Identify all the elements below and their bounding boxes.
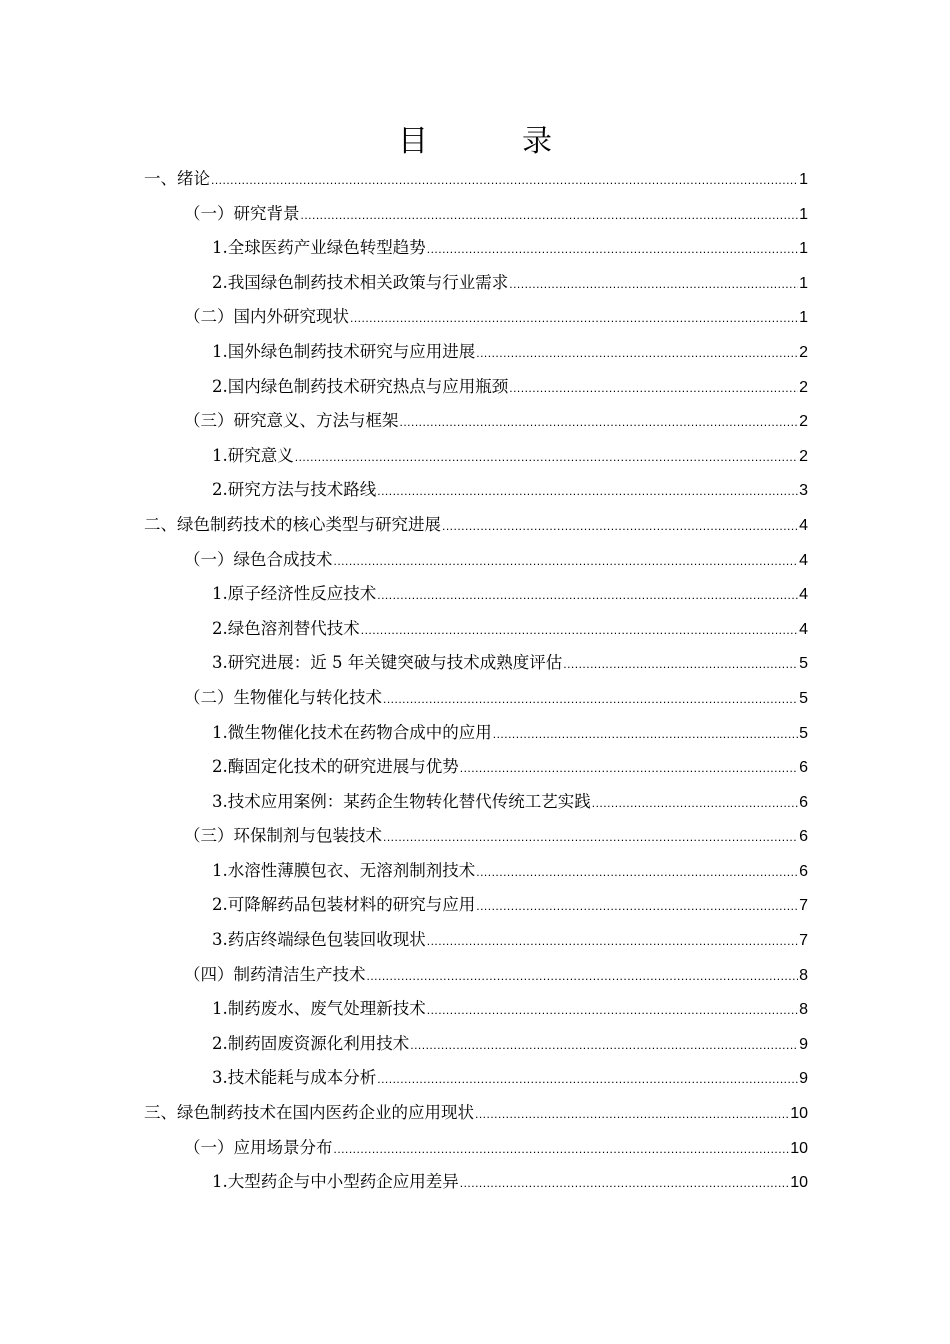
toc-entry-label: 1.原子经济性反应技术 (212, 584, 377, 604)
toc-entry-label: （三）环保制剂与包装技术 (184, 826, 382, 846)
toc-entry-label: 二、绿色制药技术的核心类型与研究进展 (144, 514, 441, 534)
toc-entry-label: 2.我国绿色制药技术相关政策与行业需求 (212, 272, 509, 292)
toc-entry-label: （二）生物催化与转化技术 (184, 687, 382, 707)
toc-entry-page-number: 10 (790, 1174, 808, 1192)
toc-entry[interactable] (144, 439, 808, 474)
toc-entry[interactable] (144, 162, 808, 197)
dot-leader (592, 786, 798, 821)
toc-entry-page-number: 2 (799, 447, 808, 465)
toc-entry-page-number: 8 (799, 966, 808, 984)
toc-entry-label: （四）制药清洁生产技术 (184, 964, 366, 984)
toc-entry-page-number: 5 (799, 724, 808, 742)
toc-entry[interactable] (144, 888, 808, 923)
toc-entry[interactable] (144, 404, 808, 439)
toc-entry[interactable] (144, 681, 808, 716)
dot-leader (476, 855, 798, 890)
dot-leader (400, 405, 799, 440)
toc-entry[interactable] (144, 577, 808, 612)
toc-entry-page-number: 1 (799, 309, 808, 327)
toc-entry[interactable] (144, 785, 808, 820)
toc-entry-page-number: 6 (799, 793, 808, 811)
toc-entry-page-number: 9 (799, 1070, 808, 1088)
dot-leader (427, 993, 798, 1028)
toc-entry-label: 3.研究进展：近 5 年关键突破与技术成熟度评估 (212, 653, 563, 673)
toc-entry-page-number: 1 (799, 171, 808, 188)
toc-entry-label: 1.大型药企与中小型药企应用差异 (212, 1172, 459, 1192)
toc-entry-page-number: 6 (799, 759, 808, 777)
toc-entry[interactable] (144, 197, 808, 232)
toc-entry-label: 1.国外绿色制药技术研究与应用进展 (212, 341, 476, 361)
dot-leader (301, 198, 799, 233)
dot-leader (476, 889, 798, 924)
toc-entry-label: 1.全球医药产业绿色转型趋势 (212, 238, 426, 258)
toc-entry-label: 1.制药废水、废气处理新技术 (212, 999, 426, 1019)
toc-entry[interactable] (144, 646, 808, 681)
toc-entry-label: 2.制药固废资源化利用技术 (212, 1033, 410, 1053)
toc-entry-label: 一、绪论 (144, 169, 210, 188)
dot-leader (493, 717, 798, 752)
dot-leader (475, 1097, 789, 1132)
dot-leader (460, 751, 798, 786)
toc-entry-label: （一）研究背景 (184, 203, 300, 223)
dot-leader (334, 1132, 790, 1167)
toc-entry-page-number: 1 (799, 274, 808, 292)
dot-leader (377, 1062, 798, 1097)
toc-entry[interactable] (144, 1096, 808, 1131)
toc-entry[interactable] (144, 750, 808, 785)
dot-leader (509, 371, 798, 406)
dot-leader (427, 232, 798, 267)
dot-leader (361, 613, 798, 648)
toc-entry[interactable] (144, 1061, 808, 1096)
toc-entry-label: 3.技术应用案例：某药企生物转化替代传统工艺实践 (212, 791, 591, 811)
toc-entry-label: 3.药店终端绿色包装回收现状 (212, 930, 426, 950)
toc-entry-page-number: 6 (799, 828, 808, 846)
toc-entry-page-number: 9 (799, 1035, 808, 1053)
dot-leader (410, 1028, 798, 1063)
toc-entry[interactable] (144, 612, 808, 647)
toc-entry-label: 2.绿色溶剂替代技术 (212, 618, 360, 638)
toc-entry-page-number: 10 (790, 1105, 808, 1123)
toc-entry-label: （一）应用场景分布 (184, 1137, 333, 1157)
toc-entry-page-number: 4 (799, 516, 808, 534)
dot-leader (476, 336, 798, 371)
toc-entry-label: 1.微生物催化技术在药物合成中的应用 (212, 722, 492, 742)
dot-leader (350, 301, 798, 336)
toc-entry[interactable] (144, 992, 808, 1027)
dot-leader (211, 163, 798, 198)
toc-entry[interactable] (144, 370, 808, 405)
toc-entry-label: 2.国内绿色制药技术研究热点与应用瓶颈 (212, 376, 509, 396)
toc-entry-page-number: 1 (799, 240, 808, 258)
toc-entry-page-number: 2 (799, 378, 808, 396)
toc-entry[interactable] (144, 266, 808, 301)
toc-entry[interactable] (144, 1131, 808, 1166)
dot-leader (334, 544, 799, 579)
toc-entry-label: （一）绿色合成技术 (184, 549, 333, 569)
toc-entry[interactable] (144, 819, 808, 854)
toc-entry-label: 2.可降解药品包装材料的研究与应用 (212, 895, 476, 915)
toc-entry[interactable] (144, 473, 808, 508)
toc-entry[interactable] (144, 1027, 808, 1062)
dot-leader (460, 1166, 789, 1201)
dot-leader (367, 959, 799, 994)
toc-entry-label: （三）研究意义、方法与框架 (184, 411, 399, 431)
toc-entry-label: 三、绿色制药技术在国内医药企业的应用现状 (144, 1103, 474, 1123)
toc-entry-page-number: 10 (790, 1139, 808, 1157)
toc-entry-page-number: 4 (799, 620, 808, 638)
toc-entry-page-number: 8 (799, 1001, 808, 1019)
toc-title: 目 录 (398, 124, 584, 159)
toc-entry[interactable] (144, 543, 808, 578)
toc-entry-page-number: 4 (799, 551, 808, 569)
toc-entry-label: 3.技术能耗与成本分析 (212, 1068, 377, 1088)
toc-entry-page-number: 3 (799, 482, 808, 500)
toc-entry[interactable] (144, 231, 808, 266)
toc-entry[interactable] (144, 508, 808, 543)
dot-leader (563, 647, 798, 682)
dot-leader (383, 820, 798, 855)
toc-entry[interactable] (144, 300, 808, 335)
dot-leader (427, 924, 798, 959)
toc-entry-label: 1.水溶性薄膜包衣、无溶剂制剂技术 (212, 860, 476, 880)
toc-entry-page-number: 2 (799, 413, 808, 431)
table-of-contents (144, 162, 808, 1200)
dot-leader (383, 682, 798, 717)
toc-entry-page-number: 4 (799, 586, 808, 604)
toc-entry[interactable] (144, 854, 808, 889)
toc-entry-label: 1.研究意义 (212, 445, 294, 465)
toc-entry-page-number: 5 (799, 655, 808, 673)
toc-entry-page-number: 2 (799, 343, 808, 361)
toc-entry-page-number: 7 (799, 932, 808, 950)
toc-entry-page-number: 1 (799, 205, 808, 223)
dot-leader (377, 474, 798, 509)
toc-entry[interactable] (144, 958, 808, 993)
toc-entry-page-number: 5 (799, 689, 808, 707)
dot-leader (377, 578, 798, 613)
dot-leader (295, 440, 798, 475)
toc-entry[interactable] (144, 923, 808, 958)
toc-entry[interactable] (144, 1165, 808, 1200)
dot-leader (509, 267, 798, 302)
dot-leader (442, 509, 798, 544)
toc-entry-label: 2.酶固定化技术的研究进展与优势 (212, 757, 459, 777)
toc-entry-page-number: 7 (799, 897, 808, 915)
toc-entry[interactable] (144, 335, 808, 370)
toc-entry-label: （二）国内外研究现状 (184, 307, 349, 327)
toc-entry[interactable] (144, 716, 808, 751)
toc-entry-page-number: 6 (799, 862, 808, 880)
toc-entry-label: 2.研究方法与技术路线 (212, 480, 377, 500)
